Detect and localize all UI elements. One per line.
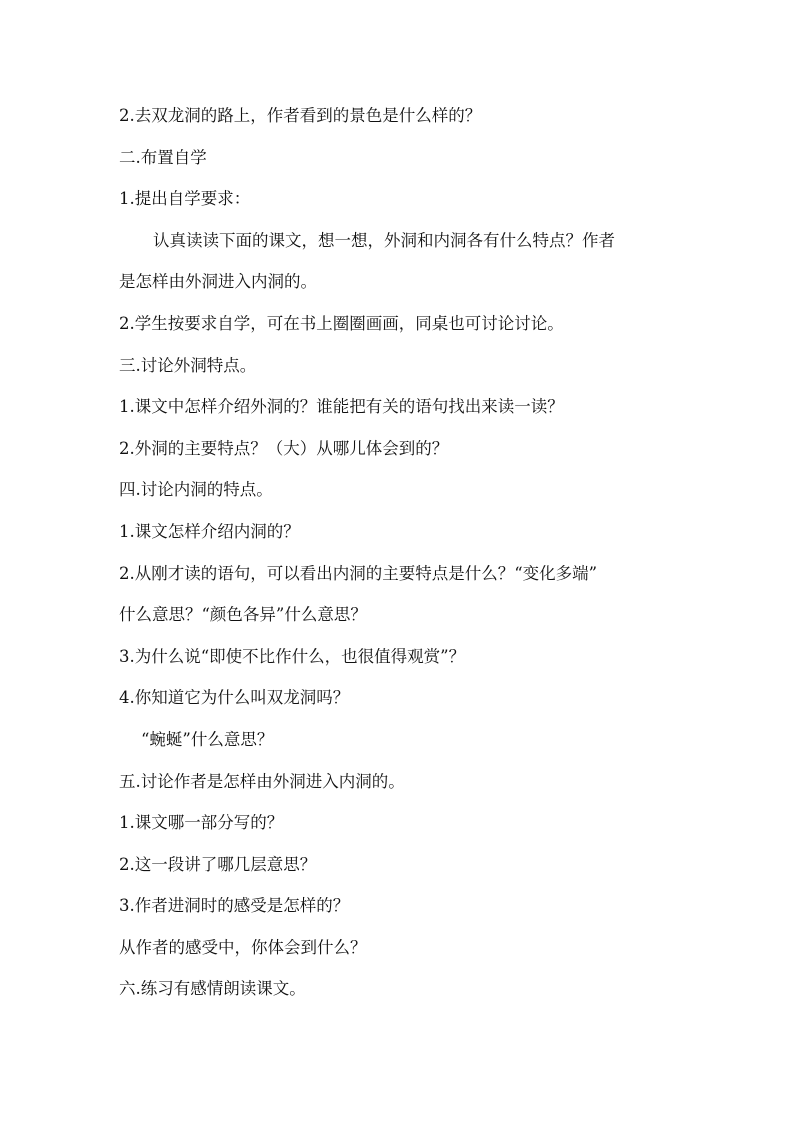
paragraph: 4.你知道它为什么叫双龙洞吗？ — [119, 688, 350, 708]
paragraph: “蜿蜒”什么意思？ — [141, 729, 274, 749]
paragraph: 从作者的感受中，你体会到什么？ — [119, 937, 367, 957]
paragraph: 是怎样由外洞进入内洞的。 — [119, 272, 317, 292]
paragraph: 1.课文怎样介绍内洞的？ — [119, 521, 300, 541]
paragraph: 2.去双龙洞的路上，作者看到的景色是什么样的？ — [119, 106, 482, 125]
section-heading: 六.练习有感情朗读课文。 — [119, 979, 306, 999]
section-heading: 二.布置自学 — [119, 147, 207, 167]
section-heading: 五.讨论作者是怎样由外洞进入内洞的。 — [119, 771, 405, 791]
paragraph: 2.外洞的主要特点？（大）从哪儿体会到的？ — [119, 438, 449, 458]
paragraph: 2.从刚才读的语句，可以看出内洞的主要特点是什么？“变化多端” — [119, 563, 598, 583]
paragraph: 什么意思？“颜色各异”什么意思？ — [119, 605, 367, 625]
section-heading: 四.讨论内洞的特点。 — [119, 480, 273, 500]
document-body — [119, 104, 679, 1019]
section-heading: 三.讨论外洞特点。 — [119, 355, 257, 375]
paragraph: 认真读读下面的课文，想一想，外洞和内洞各有什么特点？作者 — [153, 230, 615, 250]
paragraph: 1.提出自学要求： — [119, 189, 251, 209]
paragraph: 1.课文哪一部分写的？ — [119, 813, 284, 833]
paragraph: 2.学生按要求自学，可在书上圈圈画画，同桌也可讨论讨论。 — [119, 313, 564, 333]
paragraph: 3.作者进洞时的感受是怎样的？ — [119, 896, 350, 916]
paragraph: 1.课文中怎样介绍外洞的？谁能把有关的语句找出来读一读？ — [119, 397, 564, 417]
paragraph: 2.这一段讲了哪几层意思？ — [119, 854, 317, 874]
paragraph: 3.为什么说“即使不比作什么，也很值得观赏”？ — [119, 646, 466, 666]
